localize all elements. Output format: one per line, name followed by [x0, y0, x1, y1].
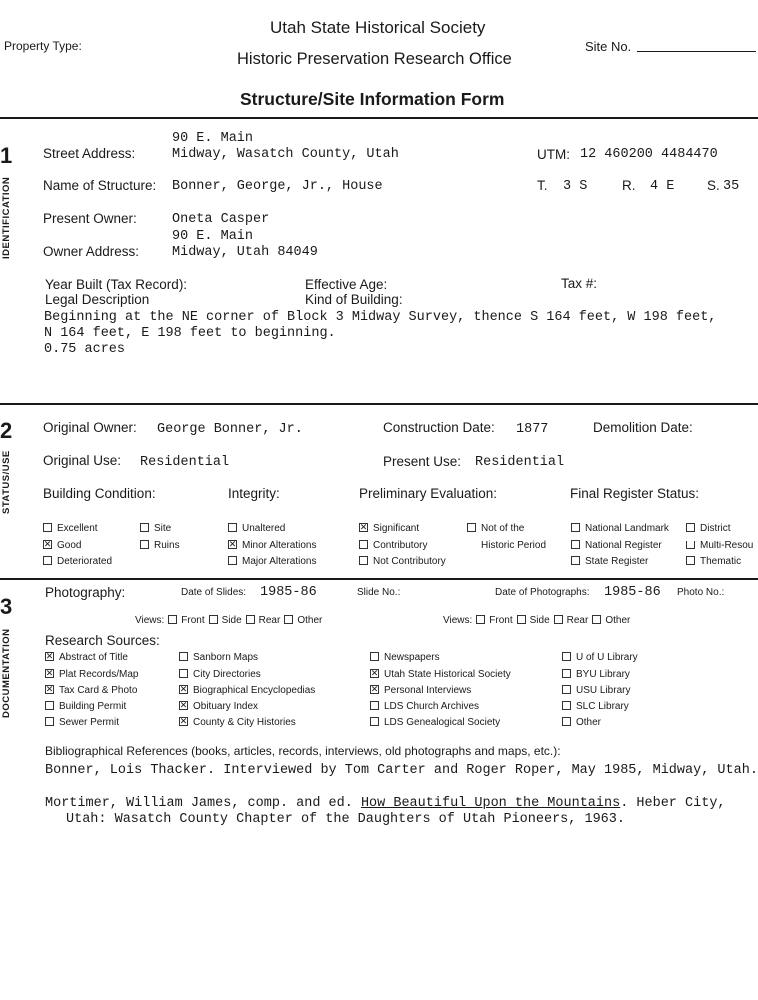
s-label: S.	[707, 178, 720, 193]
checkbox-checked-icon[interactable]	[228, 540, 237, 549]
photography-label: Photography:	[45, 585, 126, 600]
rs-sewer-permit[interactable]: Sewer Permit	[45, 718, 119, 728]
checkbox-empty-icon[interactable]	[571, 556, 580, 565]
present-owner-label: Present Owner:	[43, 211, 137, 226]
rs-newspapers[interactable]: Newspapers	[370, 653, 440, 663]
checkbox-empty-icon[interactable]	[467, 523, 476, 532]
checkbox-empty-icon[interactable]	[571, 523, 580, 532]
date-of-photographs-label: Date of Photographs:	[495, 587, 590, 598]
checkbox-checked-icon[interactable]	[45, 669, 54, 678]
demolition-date-label: Demolition Date:	[593, 420, 693, 435]
reference-1: Bonner, Lois Thacker. Interviewed by Tom Carter and Roger Roper, May 1985, Midway, Utah.	[45, 763, 758, 778]
effective-age-label: Effective Age:	[305, 277, 388, 292]
site-no-blank[interactable]	[637, 51, 756, 52]
checkbox-empty-icon[interactable]	[554, 615, 563, 624]
cond-excellent[interactable]: Excellent	[43, 524, 98, 534]
preliminary-evaluation-label: Preliminary Evaluation:	[359, 486, 498, 501]
rs-personal-interviews[interactable]: ✕Personal Interviews	[370, 686, 471, 696]
section-divider-1	[0, 117, 758, 119]
utm-value: 12 460200 4484470	[580, 147, 718, 162]
s-value: 35	[723, 179, 740, 194]
reg-multi-resource[interactable]: Multi-Resou	[686, 541, 758, 551]
slide-no-label: Slide No.:	[357, 587, 401, 598]
checkbox-checked-icon[interactable]	[179, 685, 188, 694]
date-of-slides-label: Date of Slides:	[181, 587, 247, 598]
checkbox-empty-icon[interactable]	[45, 701, 54, 710]
reg-national-landmark[interactable]: National Landmark	[571, 524, 669, 534]
legal-line3: 0.75 acres	[44, 342, 126, 357]
checkbox-empty-icon[interactable]	[359, 556, 368, 565]
street-line1: 90 E. Main	[172, 131, 254, 146]
rs-lds-genealogical-society[interactable]: LDS Genealogical Society	[370, 718, 500, 728]
original-owner: George Bonner, Jr.	[157, 422, 303, 437]
integrity-label: Integrity:	[228, 486, 280, 501]
rs-abstract-of-title[interactable]: ✕Abstract of Title	[45, 653, 128, 663]
owner-address-label: Owner Address:	[43, 244, 140, 259]
checkbox-empty-icon[interactable]	[140, 540, 149, 549]
legal-description-label: Legal Description	[45, 292, 150, 307]
photo-views: Views: Front Side Rear Other	[443, 615, 631, 627]
checkbox-empty-icon[interactable]	[686, 556, 695, 565]
year-built-label: Year Built (Tax Record):	[45, 277, 188, 292]
int-major-alterations[interactable]: Major Alterations	[228, 557, 316, 567]
structure-name-label: Name of Structure:	[43, 178, 157, 193]
kind-of-building-label: Kind of Building:	[305, 292, 403, 307]
reference-2-line1: Mortimer, William James, comp. and ed. How Beautiful Upon the Mountains. Heber City,	[45, 796, 726, 811]
eval-not-contributory[interactable]: Not Contributory	[359, 557, 446, 567]
street-line2: Midway, Wasatch County, Utah	[172, 147, 399, 162]
rs-u-of-u-library[interactable]: U of U Library	[562, 653, 638, 663]
rs-county-city-histories[interactable]: ✕County & City Histories	[179, 718, 296, 728]
rs-tax-card[interactable]: ✕Tax Card & Photo	[45, 686, 137, 696]
t-label: T.	[537, 178, 548, 193]
original-use-label: Original Use:	[43, 453, 122, 468]
slide-views: Views: Front Side Rear Other	[135, 615, 323, 627]
checkbox-empty-icon[interactable]	[562, 652, 571, 661]
owner-line2: Midway, Utah 84049	[172, 245, 318, 260]
checkbox-checked-icon[interactable]	[45, 652, 54, 661]
rs-biographical-encyclopedias[interactable]: ✕Biographical Encyclopedias	[179, 686, 315, 696]
cond-site[interactable]: Site	[140, 524, 171, 534]
checkbox-empty-icon[interactable]	[562, 701, 571, 710]
checkbox-empty-icon[interactable]	[562, 717, 571, 726]
checkbox-empty-icon[interactable]	[228, 556, 237, 565]
form-title: Structure/Site Information Form	[240, 89, 505, 109]
checkbox-empty-icon[interactable]	[140, 523, 149, 532]
reg-national-register[interactable]: National Register	[571, 541, 662, 551]
checkbox-checked-icon[interactable]	[179, 717, 188, 726]
section-divider-2	[0, 403, 758, 405]
section-divider-3	[0, 578, 758, 580]
checkbox-empty-icon[interactable]	[571, 540, 580, 549]
eval-significant[interactable]: ✕Significant	[359, 524, 419, 534]
checkbox-checked-icon[interactable]	[370, 685, 379, 694]
eval-not-of-the[interactable]: Not of the	[467, 524, 524, 534]
checkbox-empty-icon[interactable]	[592, 615, 601, 624]
section-number-1: 1	[0, 143, 13, 168]
checkbox-empty-icon[interactable]	[284, 615, 293, 624]
structure-name: Bonner, George, Jr., House	[172, 179, 383, 194]
reference-2-title: How Beautiful Upon the Mountains	[360, 796, 621, 811]
photo-no-label: Photo No.:	[677, 587, 725, 598]
bibliographical-references-label: Bibliographical References (books, articles, records, interviews, old photographs and maps, etc.):	[45, 744, 561, 758]
cond-good[interactable]: ✕Good	[43, 541, 81, 551]
checkbox-empty-icon[interactable]	[686, 523, 695, 532]
research-sources-label: Research Sources:	[45, 633, 160, 648]
section-label-documentation: DOCUMENTATION	[1, 628, 12, 718]
checkbox-empty-icon[interactable]	[562, 685, 571, 694]
rs-slc-library[interactable]: SLC Library	[562, 702, 629, 712]
reg-state-register[interactable]: State Register	[571, 557, 648, 567]
office-name: Historic Preservation Research Office	[237, 50, 512, 68]
checkbox-checked-icon[interactable]	[43, 540, 52, 549]
checkbox-empty-icon[interactable]	[168, 615, 177, 624]
construction-date: 1877	[516, 422, 549, 437]
utm-label: UTM:	[537, 147, 570, 162]
date-of-slides: 1985-86	[260, 585, 317, 600]
property-type-label: Property Type:	[4, 39, 82, 53]
section-number-3: 3	[0, 594, 13, 619]
checkbox-empty-icon[interactable]	[246, 615, 255, 624]
checkbox-checked-icon[interactable]	[370, 669, 379, 678]
original-owner-label: Original Owner:	[43, 420, 137, 435]
checkbox-empty-icon[interactable]	[43, 556, 52, 565]
street-address-label: Street Address:	[43, 146, 136, 161]
checkbox-checked-icon[interactable]	[359, 523, 368, 532]
checkbox-empty-icon[interactable]	[179, 652, 188, 661]
final-register-status-label: Final Register Status:	[570, 486, 700, 501]
checkbox-empty-icon[interactable]	[562, 669, 571, 678]
checkbox-empty-icon[interactable]	[209, 615, 218, 624]
rs-sanborn-maps[interactable]: Sanborn Maps	[179, 653, 258, 663]
checkbox-empty-icon[interactable]	[370, 652, 379, 661]
building-condition-label: Building Condition:	[43, 486, 156, 501]
int-unaltered[interactable]: Unaltered	[228, 524, 285, 534]
checkbox-empty-icon[interactable]	[370, 717, 379, 726]
present-use: Residential	[475, 455, 565, 470]
reference-2-line2: Utah: Wasatch County Chapter of the Daughters of Utah Pioneers, 1963.	[66, 812, 625, 827]
checkbox-empty-icon[interactable]	[370, 701, 379, 710]
rs-city-directories[interactable]: City Directories	[179, 670, 261, 680]
t-value: 3 S	[563, 179, 588, 194]
legal-line2: N 164 feet, E 198 feet to beginning.	[44, 326, 336, 341]
owner-line1: 90 E. Main	[172, 229, 254, 244]
checkbox-empty-icon[interactable]	[179, 669, 188, 678]
checkbox-empty-icon[interactable]	[517, 615, 526, 624]
int-minor-alterations[interactable]: ✕Minor Alterations	[228, 541, 316, 551]
checkbox-checked-icon[interactable]	[45, 685, 54, 694]
section-label-status-use: STATUS/USE	[1, 450, 12, 514]
rs-utah-state-historical-society[interactable]: ✕Utah State Historical Society	[370, 670, 511, 680]
reg-thematic[interactable]: Thematic	[686, 557, 741, 567]
date-of-photographs: 1985-86	[604, 585, 661, 600]
present-use-label: Present Use:	[383, 454, 462, 469]
rs-other[interactable]: Other	[562, 718, 601, 728]
eval-contributory[interactable]: Contributory	[359, 541, 427, 551]
original-use: Residential	[140, 455, 230, 470]
cond-deteriorated[interactable]: Deteriorated	[43, 557, 112, 567]
r-label: R.	[622, 178, 636, 193]
checkbox-empty-icon[interactable]	[686, 541, 695, 549]
cond-ruins[interactable]: Ruins	[140, 541, 180, 551]
rs-building-permit[interactable]: Building Permit	[45, 702, 126, 712]
checkbox-empty-icon[interactable]	[359, 540, 368, 549]
rs-usu-library[interactable]: USU Library	[562, 686, 630, 696]
tax-no-label: Tax #:	[561, 276, 598, 291]
checkbox-empty-icon[interactable]	[228, 523, 237, 532]
rs-lds-church-archives[interactable]: LDS Church Archives	[370, 702, 479, 712]
org-name: Utah State Historical Society	[270, 18, 486, 37]
checkbox-empty-icon[interactable]	[476, 615, 485, 624]
present-owner: Oneta Casper	[172, 212, 270, 227]
rs-plat-records[interactable]: ✕Plat Records/Map	[45, 670, 138, 680]
checkbox-empty-icon[interactable]	[45, 717, 54, 726]
construction-date-label: Construction Date:	[383, 420, 495, 435]
rs-obituary-index[interactable]: ✕Obituary Index	[179, 702, 258, 712]
legal-line1: Beginning at the NE corner of Block 3 Midway Survey, thence S 164 feet, W 198 feet,	[44, 310, 717, 325]
eval-historic-period: Historic Period	[481, 540, 547, 551]
reg-district[interactable]: District	[686, 524, 731, 534]
section-label-identification: IDENTIFICATION	[1, 176, 12, 259]
checkbox-checked-icon[interactable]	[179, 701, 188, 710]
rs-byu-library[interactable]: BYU Library	[562, 670, 630, 680]
section-number-2: 2	[0, 418, 13, 443]
site-no-label: Site No.	[585, 39, 632, 54]
r-value: 4 E	[650, 179, 675, 194]
checkbox-empty-icon[interactable]	[43, 523, 52, 532]
